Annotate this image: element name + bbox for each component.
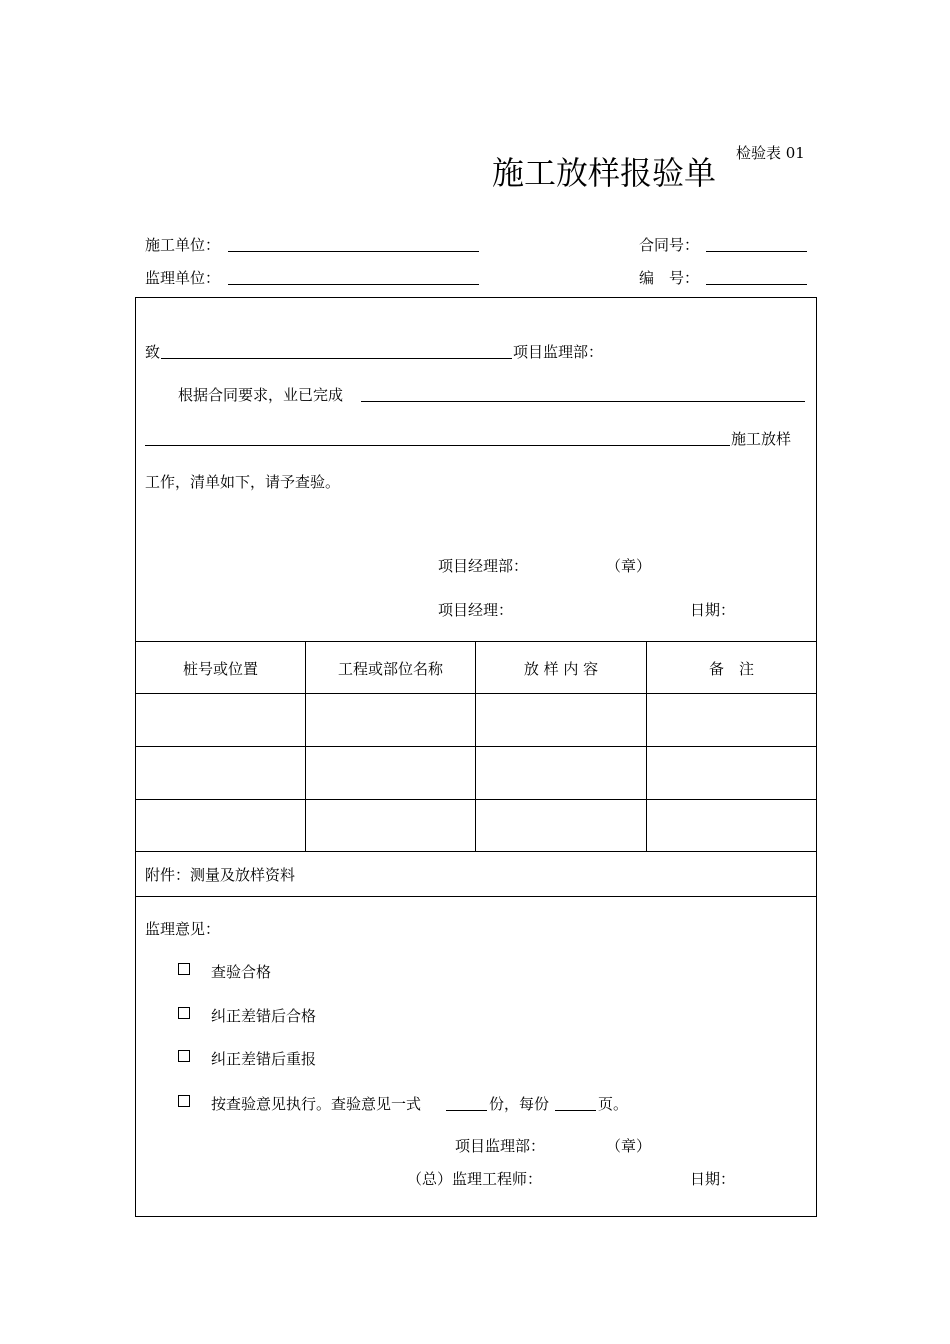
to-prefix: 致	[145, 343, 161, 361]
contractor-field[interactable]	[228, 251, 479, 252]
option-label-passed: 查验合格	[211, 963, 272, 981]
option-label-corrected-passed: 纠正差错后合格	[211, 1007, 317, 1025]
recipient-field[interactable]	[161, 358, 512, 359]
completed-work-field-2[interactable]	[145, 445, 730, 446]
serial-no-label: 编 号：	[639, 269, 700, 287]
table-cell[interactable]	[647, 800, 816, 851]
option-checkbox-corrected-passed[interactable]	[178, 1007, 190, 1019]
header-layout-content: 放 样 内 容	[523, 660, 599, 678]
supervision-date-label: 日期：	[690, 1170, 736, 1188]
table-row	[136, 800, 816, 851]
body-mid-suffix: 施工放样	[731, 430, 792, 448]
table-cell[interactable]	[136, 800, 305, 851]
opinion-title: 监理意见：	[145, 920, 221, 938]
table-bottom-border	[136, 851, 816, 852]
attachment-bottom-border	[136, 896, 816, 897]
contractor-label: 施工单位：	[145, 236, 221, 254]
table-cell[interactable]	[476, 800, 646, 851]
attachment-text: 附件：测量及放样资料	[145, 866, 296, 884]
table-cell[interactable]	[306, 800, 475, 851]
completed-work-field[interactable]	[361, 401, 805, 402]
table-cell[interactable]	[306, 747, 475, 799]
supervision-engineer-label: （总）监理工程师：	[407, 1170, 543, 1188]
supervision-dept-label: 项目监理部：	[455, 1137, 546, 1155]
table-row	[136, 694, 816, 746]
body-start: 根据合同要求，业已完成	[178, 386, 344, 404]
option-label-execute-part2: 份，每份	[489, 1095, 550, 1113]
serial-no-field[interactable]	[706, 284, 807, 285]
table-top-border	[136, 641, 816, 642]
option-checkbox-corrected-resubmit[interactable]	[178, 1050, 190, 1062]
pm-label: 项目经理：	[438, 601, 514, 619]
to-suffix: 项目监理部：	[513, 343, 604, 361]
pm-date-label: 日期：	[690, 601, 736, 619]
header-remarks: 备 注	[708, 660, 754, 678]
form-code: 检验表 01	[736, 144, 805, 162]
contract-no-label: 合同号：	[639, 236, 700, 254]
body-end: 工作，清单如下，请予查验。	[145, 473, 341, 491]
option-label-execute-part1: 按查验意见执行。查验意见一式	[211, 1095, 422, 1113]
table-row	[136, 747, 816, 799]
contract-no-field[interactable]	[706, 251, 807, 252]
table-cell[interactable]	[306, 694, 475, 746]
pm-seal-label: （章）	[606, 557, 652, 575]
option-label-execute-part3: 页。	[598, 1095, 629, 1113]
supervisor-field[interactable]	[228, 284, 479, 285]
option-label-corrected-resubmit: 纠正差错后重报	[211, 1050, 317, 1068]
option-checkbox-passed[interactable]	[178, 963, 190, 975]
table-cell[interactable]	[136, 694, 305, 746]
pages-field[interactable]	[555, 1110, 596, 1111]
table-cell[interactable]	[476, 747, 646, 799]
table-cell[interactable]	[136, 747, 305, 799]
copies-field[interactable]	[446, 1110, 487, 1111]
table-cell[interactable]	[647, 694, 816, 746]
supervision-seal-label: （章）	[606, 1137, 652, 1155]
pm-dept-label: 项目经理部：	[438, 557, 529, 575]
table-cell[interactable]	[647, 747, 816, 799]
table-cell[interactable]	[476, 694, 646, 746]
header-part-name: 工程或部位名称	[337, 660, 443, 678]
page-title: 施工放样报验单	[492, 154, 717, 192]
supervisor-label: 监理单位：	[145, 269, 221, 287]
option-checkbox-execute[interactable]	[178, 1095, 190, 1107]
header-station-location: 桩号或位置	[182, 660, 258, 678]
